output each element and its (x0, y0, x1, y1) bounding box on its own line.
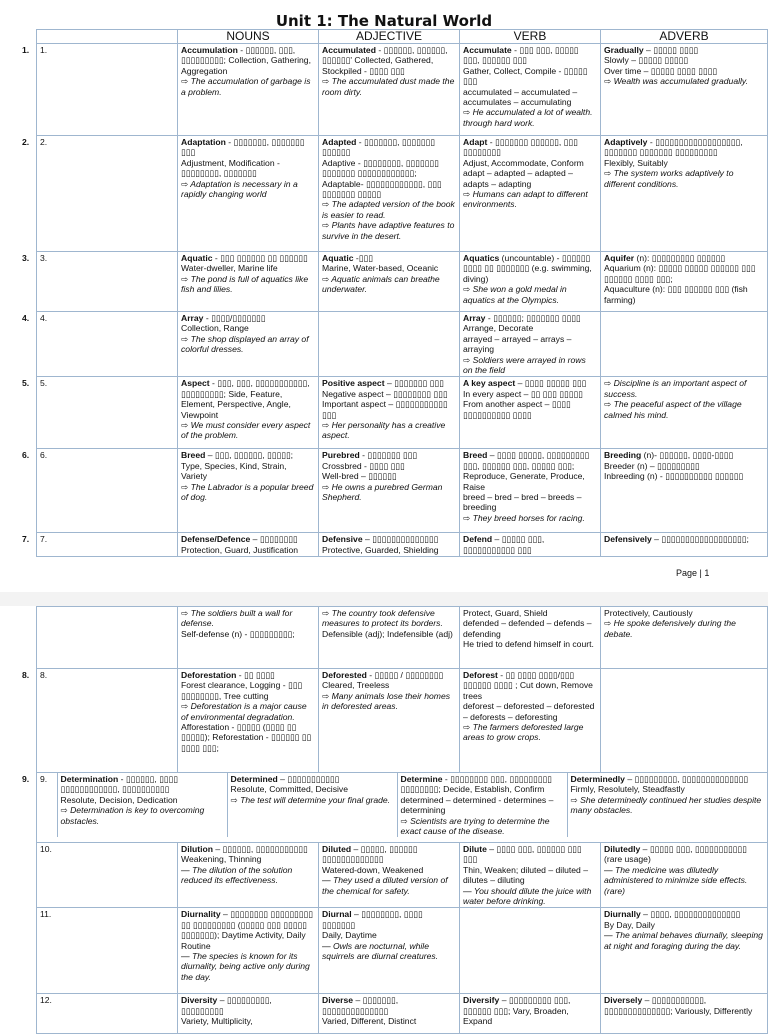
entry-line: arrayed – arrayed – arrays – arraying (463, 333, 572, 355)
entry-line: Marine, Water-based, Oceanic (322, 263, 439, 274)
headword: Deforested (322, 670, 367, 680)
adverb-cell (601, 377, 768, 449)
entry-line: Accumulated - ▯▯▯▯▯▯, ▯▯▯▯▯▯, ▯▯▯▯▯▯' Collected, Gathered, Stockpiled - ▯▯▯▯ ▯▯▯ (322, 45, 448, 76)
entry-line: Protect, Guard, Shield (463, 608, 548, 618)
headword: Gradually (604, 45, 644, 55)
headword: Determine (400, 774, 443, 784)
entry-line: ⇨ Discipline is an important aspect of success. (604, 378, 747, 399)
entry-line: — The dilution of the solution reduced its effectiveness. (181, 864, 293, 886)
entry-line: Daily, Daytime (322, 930, 377, 941)
headword: Diurnality (181, 909, 221, 920)
adjective-cell (319, 994, 460, 1034)
adverb-cell (567, 773, 767, 837)
entry-line: Water-dweller, Marine life (181, 263, 278, 274)
headword: Breed (181, 450, 206, 461)
header-row (37, 30, 768, 44)
verb-cell (460, 377, 601, 449)
vocab-table-page2 (36, 606, 768, 1034)
headword: Positive aspect (322, 378, 385, 389)
entry-line: Adaptable- ▯▯▯▯▯▯▯▯▯▯▯▯, ▯▯▯ ▯▯▯▯▯▯▯ ▯▯▯▯▯ (322, 178, 442, 200)
outer-number: 3. (22, 252, 30, 263)
verb-cell (460, 533, 601, 557)
entry-line: Defensible (adj); Indefensible (adj) (322, 628, 453, 639)
document-title: Unit 1: The Natural World (275, 12, 493, 30)
entry-line: ⇨ Soldiers were arrayed in rows on the field (463, 354, 586, 376)
row-number: 8. (37, 669, 178, 773)
entry-line: Diurnality – ▯▯▯▯▯▯▯▯ ▯▯▯▯▯▯▯▯▯ ▯▯ ▯▯▯▯▯▯▯▯▯ (▯▯▯▯▯ ▯▯▯ ▯▯▯▯▯ ▯▯▯▯▯▯▯); Daytime Activity, Daily Routine (181, 909, 313, 951)
header-adjective: ADJECTIVE (319, 30, 460, 44)
entry-line: Gather, Collect, Compile - ▯▯▯▯▯ ▯▯▯ (463, 65, 588, 87)
entry-line: Cleared, Treeless (322, 680, 390, 691)
row-number: 5. (37, 377, 178, 449)
table-row (37, 773, 768, 843)
entry-line: A key aspect – ▯▯▯▯ ▯▯▯▯▯ ▯▯▯ (463, 378, 587, 389)
noun-cell (178, 252, 319, 312)
headword: Aquatic (181, 253, 213, 263)
entry-line: Well-bred – ▯▯▯▯▯▯ (322, 471, 397, 482)
adverb-cell (601, 607, 768, 669)
table-row (37, 669, 768, 773)
table-row (37, 533, 768, 557)
entry-line: Crossbred - ▯▯▯▯ ▯▯▯ (322, 460, 405, 471)
entry-line: ⇨ He spoke defensively during the debate. (604, 618, 736, 639)
entry-line: Forest clearance, Logging - ▯▯▯ ▯▯▯▯▯▯▯▯, Tree cutting (181, 680, 303, 701)
entry-line: Firmly, Resolutely, Steadfastly (570, 784, 685, 795)
entry-line: Breeding (n)- ▯▯▯▯▯▯, ▯▯▯▯-▯▯▯▯ (604, 450, 734, 461)
entry-line: Variety, Multiplicity, (181, 1016, 253, 1027)
headword: Defend (463, 534, 493, 545)
entry-line: Aquatics (uncountable) - ▯▯▯▯▯▯ ▯▯▯▯ ▯▯ ▯▯▯▯▯▯▯ (e.g. swimming, diving) (463, 253, 592, 284)
entry-line: accumulated – accumulated – accumulates – accumulating (463, 86, 578, 108)
entry-line: ⇨ Determination is key to overcoming obstacles. (60, 805, 205, 826)
headword: Determined (230, 774, 278, 784)
table-row (37, 136, 768, 252)
headword: Array (463, 313, 486, 323)
vocab-table-page1 (36, 29, 768, 557)
entry-line: Negative aspect – ▯▯▯▯▯▯▯▯ ▯▯▯ (322, 388, 448, 399)
entry-line: Watered-down, Weakened (322, 864, 424, 875)
noun-cell (178, 533, 319, 557)
entry-line: ⇨ Her personality has a creative aspect. (322, 420, 446, 441)
headword: Accumulate (463, 45, 512, 55)
entry-line: Determined – ▯▯▯▯▯▯▯▯▯▯▯ (230, 774, 340, 784)
row-number: 10. (37, 843, 178, 908)
verb-cell (460, 843, 601, 908)
table-row (37, 607, 768, 669)
row-9-container (37, 773, 768, 843)
entry-line: He tried to defend himself in court. (463, 639, 594, 650)
headword: Determinedly (570, 774, 625, 784)
entry-line: Purebred - ▯▯▯▯▯▯▯ ▯▯▯ (322, 450, 418, 461)
noun-cell (178, 994, 319, 1034)
adverb-cell (601, 312, 768, 377)
entry-line: Aquatic -▯▯▯ (322, 253, 373, 263)
entry-line: Adjustment, Modification - ▯▯▯▯▯▯▯▯, ▯▯▯▯▯▯▯ (181, 157, 280, 179)
entry-line: ⇨ Aquatic animals can breathe underwater. (322, 273, 440, 295)
entry-line: Aquatic - ▯▯▯ ▯▯▯▯▯▯ ▯▯ ▯▯▯▯▯▯ (181, 253, 308, 263)
entry-line: From another aspect – ▯▯▯▯ ▯▯▯▯▯▯▯▯▯▯ ▯▯▯▯ (463, 399, 571, 420)
headword: Deforest (463, 670, 498, 680)
entry-line: Weakening, Thinning (181, 854, 262, 865)
entry-line: — The animal behaves diurnally, sleeping at night and foraging during the day. (604, 930, 763, 951)
verb-cell (460, 908, 601, 994)
entry-line: Array - ▯▯▯▯/▯▯▯▯▯▯▯ (181, 313, 266, 323)
entry-line: ⇨ Deforestation is a major cause of environmental degradation. (181, 701, 307, 722)
adjective-cell (319, 533, 460, 557)
adverb-cell (601, 669, 768, 773)
entry-line: — The species is known for its diurnality, being active only during the day. (181, 951, 310, 982)
adverb-cell (601, 136, 768, 252)
headword: Diversity (181, 995, 218, 1006)
adverb-cell (601, 252, 768, 312)
entry-line: ⇨ Many animals lose their homes in deforested areas. (322, 690, 451, 712)
entry-line: Defensive – ▯▯▯▯▯▯▯▯▯▯▯▯▯▯ (322, 534, 439, 545)
adverb-cell (601, 44, 768, 136)
page-separator (0, 592, 768, 606)
outer-number: 2. (22, 136, 30, 147)
table-row (37, 377, 768, 449)
entry-line: Flexibly, Suitably (604, 157, 668, 168)
row-number: 6. (37, 449, 178, 533)
entry-line: ⇨ The pond is full of aquatics like fish and lilies. (181, 273, 309, 295)
verb-cell (460, 669, 601, 773)
headword: Diurnal (322, 909, 352, 920)
headword: Diurnally (604, 909, 641, 920)
headword: Determination (60, 774, 119, 784)
entry-line: ⇨ The accumulated dust made the room dirty. (322, 76, 455, 97)
headword: Diversely (604, 995, 643, 1006)
entry-line: Adapted - ▯▯▯▯▯▯▯, ▯▯▯▯▯▯▯ ▯▯▯▯▯▯ (322, 137, 435, 158)
entry-line: Dilutedly – ▯▯▯▯▯ ▯▯▯, ▯▯▯▯▯▯▯▯▯▯▯ (rare usage) (604, 844, 747, 865)
adjective-cell (319, 669, 460, 773)
verb-cell (397, 773, 567, 837)
entry-line: Inbreeding (n) - ▯▯▯▯▯▯▯▯▯▯ ▯▯▯▯▯▯ (604, 471, 744, 482)
entry-line: ⇨ We must consider every aspect of the problem. (181, 420, 311, 441)
outer-number: 9. (22, 773, 30, 784)
entry-line: Positive aspect – ▯▯▯▯▯▯▯ ▯▯▯ (322, 378, 444, 389)
entry-line: Determination - ▯▯▯▯▯▯, ▯▯▯▯ ▯▯▯▯▯▯▯▯▯▯▯▯, ▯▯▯▯▯▯▯▯▯▯ (60, 774, 178, 795)
adverb-cell (601, 449, 768, 533)
noun-cell (178, 44, 319, 136)
verb-cell (460, 607, 601, 669)
entry-line: — The medicine was dilutedly administered to minimize side effects. (rare) (604, 864, 748, 896)
headword: Diluted (322, 844, 352, 854)
entry-line: Deforested - ▯▯▯▯▯ / ▯▯▯▯▯▯▯▯ (322, 670, 444, 680)
headword: Defense/Defence (181, 534, 251, 545)
entry-line: Accumulation - ▯▯▯▯▯▯, ▯▯▯, ▯▯▯▯▯▯▯▯▯; Collection, Gathering, Aggregation (181, 45, 311, 76)
adjective-cell (319, 44, 460, 136)
headword: Breed (463, 450, 488, 461)
row-number: 9. (37, 773, 57, 837)
entry-line: Slowly – ▯▯▯▯▯ ▯▯▯▯▯ (604, 55, 689, 66)
entry-line: — You should dilute the juice with water before drinking. (463, 885, 592, 907)
row-number: 7. (37, 533, 178, 557)
headword: Adapt (463, 137, 488, 147)
noun-cell (178, 377, 319, 449)
entry-line: ⇨ They breed horses for racing. (463, 512, 585, 523)
header-verb: VERB (460, 30, 601, 44)
headword: Defensive (322, 534, 363, 545)
outer-number: 4. (22, 312, 30, 323)
entry-line: Adaptive - ▯▯▯▯▯▯▯▯, ▯▯▯▯▯▯▯ ▯▯▯▯▯▯▯ ▯▯▯▯▯▯▯▯▯▯▯▯; (322, 157, 439, 179)
entry-line: Aquarium (n): ▯▯▯▯▯ ▯▯▯▯▯ ▯▯▯▯▯▯ ▯▯▯ ▯▯▯▯▯▯ ▯▯▯▯ ▯▯▯; (604, 263, 756, 284)
noun-cell (178, 669, 319, 773)
entry-line: Resolute, Decision, Dedication (60, 794, 178, 805)
verb-cell (460, 449, 601, 533)
noun-cell (178, 607, 319, 669)
headword: Diversify (463, 995, 500, 1006)
headword: Dilution (181, 844, 213, 854)
adjective-cell (319, 377, 460, 449)
entry-line: Varied, Different, Distinct (322, 1016, 417, 1027)
headword: Aquatics (463, 253, 500, 263)
adjective-cell (319, 136, 460, 252)
entry-line: ⇨ He owns a purebred German Shepherd. (322, 481, 443, 503)
entry-line: Self-defense (n) - ▯▯▯▯▯▯▯▯▯; (181, 628, 295, 639)
table-row (37, 312, 768, 377)
headword: Defensively (604, 534, 652, 545)
entry-line: Dilution – ▯▯▯▯▯▯, ▯▯▯▯▯▯▯▯▯▯▯ (181, 844, 308, 854)
adjective-cell (319, 312, 460, 377)
header-nouns: NOUNS (178, 30, 319, 44)
entry-line: Aquifer (n): ▯▯▯▯▯▯▯▯▯ ▯▯▯▯▯▯ (604, 253, 726, 263)
entry-line: ⇨ Scientists are trying to determine the exact cause of the disease. (400, 815, 550, 837)
entry-line: ⇨ The test will determine your final grade. (230, 794, 391, 805)
headword: Accumulated (322, 45, 376, 55)
noun-cell (178, 449, 319, 533)
headword: Purebred (322, 450, 360, 461)
entry-line: deforest – deforested – deforested – deforests – deforesting (463, 701, 595, 722)
headword: Accumulation (181, 45, 238, 55)
verb-cell (460, 252, 601, 312)
entry-line: Adapt - ▯▯▯▯▯▯▯ ▯▯▯▯▯▯, ▯▯▯ ▯▯▯▯▯▯▯▯ (463, 137, 578, 158)
row-number: 3. (37, 252, 178, 312)
entry-line: defended – defended – defends – defending (463, 618, 592, 639)
entry-line: Over time – ▯▯▯▯▯ ▯▯▯▯ ▯▯▯▯ (604, 65, 718, 76)
headword: Adaptation (181, 137, 226, 147)
entry-line: ⇨ Adaptation is necessary in a rapidly changing world (181, 178, 298, 200)
entry-line: Breed – ▯▯▯, ▯▯▯▯▯▯, ▯▯▯▯▯; Type, Species, Kind, Strain, Variety (181, 450, 294, 482)
headword: Aquifer (604, 253, 635, 263)
noun-cell (178, 312, 319, 377)
entry-line: ⇨ The shop displayed an array of colorful dresses. (181, 333, 309, 355)
row-number: 2. (37, 136, 178, 252)
entry-line: Gradually – ▯▯▯▯▯ ▯▯▯▯ (604, 45, 699, 55)
entry-line: ⇨ She won a gold medal in aquatics at the Olympics. (463, 284, 567, 305)
entry-line: Protection, Guard, Justification (181, 544, 299, 555)
outer-number: 6. (22, 449, 30, 460)
adjective-cell (319, 252, 460, 312)
outer-number: 7. (22, 533, 30, 544)
noun-cell (178, 136, 319, 252)
entry-line: Array - ▯▯▯▯▯▯; ▯▯▯▯▯▯▯ ▯▯▯▯ (463, 313, 581, 323)
headword: Array (181, 313, 204, 323)
entry-line: In every aspect – ▯▯ ▯▯▯ ▯▯▯▯▯ (463, 388, 583, 399)
entry-line: Diluted – ▯▯▯▯▯, ▯▯▯▯▯▯ ▯▯▯▯▯▯▯▯▯▯▯▯▯ (322, 844, 418, 865)
page-footer: Page | 1 (676, 568, 710, 578)
adjective-cell (319, 607, 460, 669)
row-number (37, 607, 178, 669)
entry-line: Dilute – ▯▯▯▯ ▯▯▯, ▯▯▯▯▯▯ ▯▯▯ ▯▯▯ (463, 844, 582, 865)
entry-line: Deforestation - ▯▯ ▯▯▯▯ (181, 670, 275, 680)
headword: Breeding (604, 450, 642, 461)
entry-line: ⇨ He accumulated a lot of wealth. through hard work. (463, 107, 593, 128)
entry-line: Important aspect – ▯▯▯▯▯▯▯▯▯▯▯ ▯▯▯ (322, 399, 448, 420)
entry-line: Determine - ▯▯▯▯▯▯▯▯ ▯▯▯, ▯▯▯▯▯▯▯▯▯ ▯▯▯▯▯▯▯▯; Decide, Establish, Confirm (400, 774, 552, 795)
verb-cell (460, 312, 601, 377)
entry-line: Adaptively - ▯▯▯▯▯▯▯▯▯▯▯▯▯▯▯▯▯▯, ▯▯▯▯▯▯▯ ▯▯▯▯▯▯▯ ▯▯▯▯▯▯▯▯▯ (604, 137, 743, 158)
entry-line: Resolute, Committed, Decisive (230, 784, 348, 795)
verb-cell (460, 994, 601, 1034)
headword: Deforestation (181, 670, 237, 680)
noun-cell (178, 843, 319, 908)
entry-line: ⇨ The adapted version of the book is easier to read. (322, 199, 455, 220)
table-row (37, 843, 768, 908)
adverb-cell (601, 994, 768, 1034)
entry-line: Diurnally – ▯▯▯▯, ▯▯▯▯▯▯▯▯▯▯▯▯▯▯ (604, 909, 741, 920)
noun-cell (178, 908, 319, 994)
headword: Adaptively (604, 137, 648, 147)
entry-line: Breed – ▯▯▯▯ ▯▯▯▯▯, ▯▯▯▯▯▯▯▯▯ ▯▯▯, ▯▯▯▯▯▯ ▯▯▯, ▯▯▯▯▯ ▯▯▯; Reproduce, Generate, Produce, Raise (463, 450, 590, 492)
header-adverb: ADVERB (601, 30, 768, 44)
entry-line: Thin, Weaken; diluted – diluted – dilutes – diluting (463, 864, 589, 886)
table-row (37, 908, 768, 994)
entry-line: Diverse – ▯▯▯▯▯▯▯, ▯▯▯▯▯▯▯▯▯▯▯▯▯▯ (322, 995, 399, 1016)
headword: Diverse (322, 995, 354, 1006)
entry-line: Aspect - ▯▯▯, ▯▯▯, ▯▯▯▯▯▯▯▯▯▯▯, ▯▯▯▯▯▯▯▯▯; Side, Feature, Element, Perspective, Angle, Viewpoint (181, 378, 310, 420)
table-row (37, 994, 768, 1034)
entry-line: Collection, Range (181, 323, 249, 334)
entry-line: ⇨ The country took defensive measures to protect its borders. (322, 608, 443, 629)
entry-line: Defend – ▯▯▯▯▯ ▯▯▯, ▯▯▯▯▯▯▯▯▯▯▯ ▯▯▯ (463, 534, 545, 555)
headword: Dilutedly (604, 844, 641, 854)
entry-line: Diurnal – ▯▯▯▯▯▯▯▯, ▯▯▯▯ ▯▯▯▯▯▯▯ (322, 909, 423, 930)
entry-line: By Day, Daily (604, 919, 655, 930)
entry-line: Defense/Defence – ▯▯▯▯▯▯▯▯ (181, 534, 298, 545)
entry-line: Determinedly – ▯▯▯▯▯▯▯▯▯, ▯▯▯▯▯▯▯▯▯▯▯▯▯▯ (570, 774, 749, 784)
row-number: 1. (37, 44, 178, 136)
outer-number: 1. (22, 44, 30, 55)
entry-line: Protective, Guarded, Shielding (322, 544, 439, 555)
adjective-cell (319, 449, 460, 533)
entry-line: ⇨ Plants have adaptive features to survive in the desert. (322, 220, 455, 241)
entry-line: Protectively, Cautiously (604, 608, 693, 618)
entry-line: ⇨ The peaceful aspect of the village calmed his mind. (604, 399, 742, 420)
entry-line: Diversity – ▯▯▯▯▯▯▯▯▯, ▯▯▯▯▯▯▯▯▯ (181, 995, 272, 1016)
entry-line: Breeder (n) – ▯▯▯▯▯▯▯▯▯ (604, 460, 700, 471)
headword: Aquatic (322, 253, 354, 263)
entry-line: — They used a diluted version of the chemical for safety. (322, 875, 448, 896)
headword: Aspect (181, 378, 210, 389)
entry-line: — Owls are nocturnal, while squirrels are diurnal creatures. (322, 940, 439, 962)
outer-number: 8. (22, 669, 30, 680)
entry-line: ⇨ The system works adaptively to different conditions. (604, 168, 734, 189)
entry-line: Aquaculture (n): ▯▯▯ ▯▯▯▯▯▯ ▯▯▯ (fish farming) (604, 284, 748, 305)
entry-line: determined – determined - determines – determining (400, 794, 554, 816)
table-row (37, 449, 768, 533)
entry-line: ⇨ The accumulation of garbage is a problem. (181, 76, 311, 97)
row-number: 12. (37, 994, 178, 1034)
row-number: 11. (37, 908, 178, 994)
entry-line: Defensively – ▯▯▯▯▯▯▯▯▯▯▯▯▯▯▯▯▯▯; (604, 534, 749, 545)
adjective-cell (319, 843, 460, 908)
adjective-cell (227, 773, 397, 837)
verb-cell (460, 44, 601, 136)
entry-line: Afforestation - ▯▯▯▯▯ (▯▯▯▯ ▯▯ ▯▯▯▯▯); Reforestation - ▯▯▯▯▯▯ ▯▯ ▯▯▯▯ ▯▯▯; (181, 722, 312, 753)
adverb-cell (601, 908, 768, 994)
entry-line: Deforest - ▯▯ ▯▯▯▯ ▯▯▯▯/▯▯▯ ▯▯▯▯▯▯ ▯▯▯▯ ; Cut down, Remove trees (463, 670, 593, 701)
adverb-cell (601, 533, 768, 557)
verb-cell (460, 136, 601, 252)
row-number: 4. (37, 312, 178, 377)
entry-line: ⇨ The Labrador is a popular breed of dog. (181, 481, 314, 503)
entry-line: adapt – adapted – adapted – adapts – adapting (463, 168, 573, 189)
headword: Adapted (322, 137, 357, 147)
entry-line: Accumulate - ▯▯▯ ▯▯▯, ▯▯▯▯▯ ▯▯▯, ▯▯▯▯▯▯ ▯▯▯ (463, 45, 579, 66)
entry-line: Arrange, Decorate (463, 323, 534, 334)
headword: Dilute (463, 844, 487, 854)
entry-line: ⇨ She determinedly continued her studies despite many obstacles. (570, 794, 762, 816)
table-row (37, 44, 768, 136)
entry-line: Diversify – ▯▯▯▯▯▯▯▯▯ ▯▯▯, ▯▯▯▯▯▯ ▯▯▯; Vary, Broaden, Expand (463, 995, 571, 1027)
entry-line: breed – bred – bred – breeds – breeding (463, 492, 582, 513)
entry-line: ⇨ The farmers deforested large areas to grow crops. (463, 722, 584, 743)
entry-line: ⇨ Humans can adapt to different environments. (463, 189, 588, 210)
entry-line: ⇨ The soldiers built a wall for defense. (181, 608, 293, 629)
outer-number: 5. (22, 377, 30, 388)
table-row (37, 252, 768, 312)
noun-cell (57, 773, 227, 837)
entry-line: Adaptation - ▯▯▯▯▯▯▯, ▯▯▯▯▯▯▯ ▯▯▯ (181, 137, 305, 158)
entry-line: Diversely – ▯▯▯▯▯▯▯▯▯▯▯, ▯▯▯▯▯▯▯▯▯▯▯▯▯▯; Variously, Differently (604, 995, 753, 1016)
header-sno (37, 30, 178, 44)
adverb-cell (601, 843, 768, 908)
headword: A key aspect (463, 378, 516, 389)
entry-line: ⇨ Wealth was accumulated gradually. (604, 76, 748, 87)
adjective-cell (319, 908, 460, 994)
entry-line: Adjust, Accommodate, Conform (463, 157, 584, 168)
